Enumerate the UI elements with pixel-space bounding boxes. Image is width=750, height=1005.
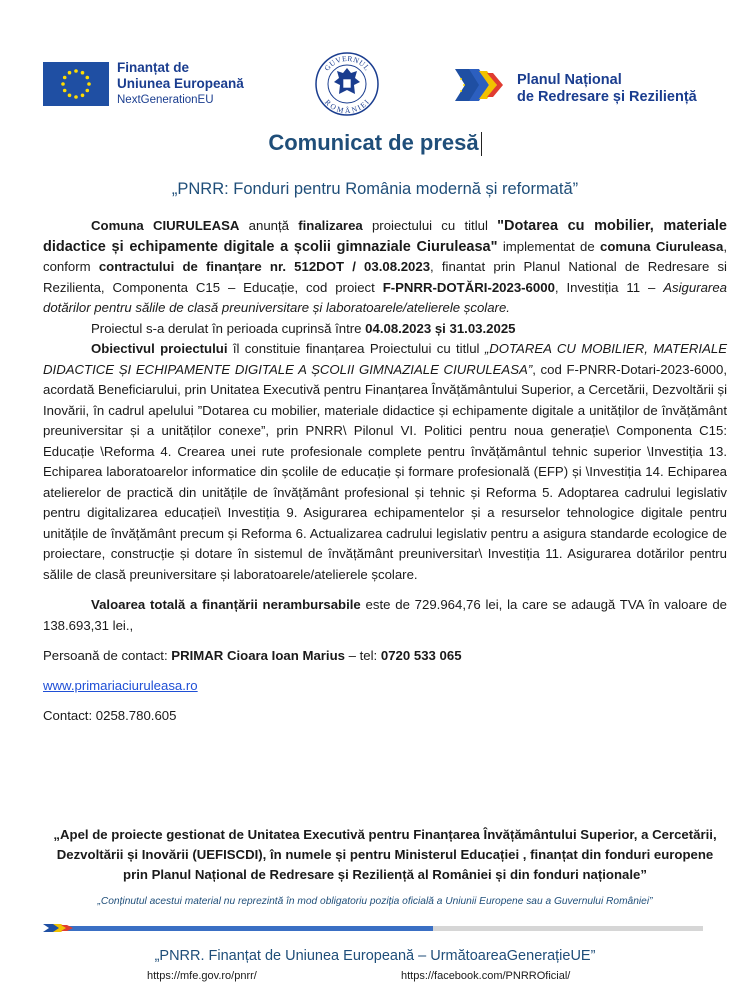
divider-blue-segment (63, 926, 433, 931)
press-release-body (43, 216, 727, 726)
p1-text: implementat de (497, 238, 600, 254)
paragraph-objective (43, 339, 727, 585)
paragraph-value (43, 595, 727, 636)
eu-label-line1: Finanțat de (117, 60, 190, 75)
contact-label: Persoană de contact: (43, 648, 172, 663)
footer-divider-bar (43, 922, 703, 934)
website-line (43, 676, 727, 696)
pnrr-slogan: „PNRR. Finanțat de Uniunea Europeană – UrmătoareaGenerațieUE” (154, 948, 596, 964)
romania-coat-of-arms-icon (315, 52, 379, 116)
project-title-caps: „DOTAREA CU MOBILIER, MATERIALE DIDACTICE ȘI ECHIPAMENTE DIGITALE A ȘCOLII GIMNAZIALE CIURULEASA” (43, 341, 728, 377)
eu-label-line2: Uniunea Europeană (117, 76, 244, 91)
eu-label-line3: NextGenerationEU (117, 94, 214, 106)
eu-flag-icon (43, 62, 109, 106)
p1-text: , Investiția 11 – (554, 279, 664, 295)
contact-name: PRIMAR Cioara Ioan Marius (171, 648, 345, 663)
mfe-url[interactable]: https://mfe.gov.ro/pnrr/ (147, 970, 257, 982)
pnrr-arrow-icon (455, 65, 511, 105)
p1-text: proiectului cu titlul (362, 218, 498, 233)
objective-label: Obiectivul proiectului (91, 341, 228, 356)
pnrr-label-line1: Planul Național (517, 72, 622, 88)
p1-text: , conform (43, 238, 727, 274)
commune-name: Comuna CIURULEASA (91, 218, 240, 233)
disclaimer: „Conținutul acestui material nu reprezintă în mod obligatoriu poziția oficială a Uniunii Europene sau a Guvernului României” (97, 896, 653, 907)
contact-phone-line: Contact: 0258.780.605 (43, 708, 177, 723)
p3-text: , cod F-PNRR-Dotari-2023-6000, acordată Beneficiarului, prin Unitatea Executivă pentru Finanțarea Învățământului Superior, a Cercetării, Dezvoltării și Inovării, în cadrul apelului ”Dotarea cu mobilier, materiale didactice și echipamente digitale a unităților de învățământ preuniversitar și a unităților conexe”, prin PNRR\ Pilonul VI. Politici pentru noua generație\ Componenta C15: Educație \Reforma 4. Crearea unei rute profesionale complete pentru învățământul tehnic superior \Investiția 13. Echiparea laboratoarelor informatice din școlile de educație și formare profesională (EFP) și \Investiția 14. Echiparea atelierelor de practică din unitățile de învățământ profesional și tehnic și Reforma 5. Adoptarea cadrului legislativ pentru digitalizarea educației\ Investiția 9. Asigurarea echipamentelor și a resurselor tehnologice digitale pentru unitățile de învățământ precum și Reforma 6. Actualizarea cadrului legislativ pentru a asigura standarde ecologice de proiectare, construcție și dotare în sistemul de învățământ preuniversitar\ Investiția 11. Asigurarea dotărilor pentru sălile de clasă preuniversitare și laboratoarele/atelierele școlare. (43, 361, 727, 582)
p1-bold: finalizarea (298, 218, 363, 233)
seal-top-text: GUVERNUL (322, 53, 372, 73)
value-text: este de 729.964,76 lei, la care se adaugă TVA în valoare de 138.693,31 lei., (43, 597, 727, 633)
p1-bold: comuna (599, 238, 651, 254)
facebook-url[interactable]: https://facebook.com/PNRROficial/ (401, 970, 571, 982)
funding-call-statement: „Apel de proiecte gestionat de Unitatea Executivă pentru Finanțarea Învățământului Superior, a Cercetării, Dezvoltării și Inovării (UEFISCDI), în numele și pentru Ministerul Educației , finanțat din fonduri europene prin Planul Național de Redresare și Reziliență al României și din fonduri naționale” (53, 827, 717, 882)
pnrr-label-line2: de Redresare și Reziliență (517, 89, 697, 105)
p1-text: anunță (239, 218, 299, 233)
website-link[interactable]: www.primariaciuruleasa.ro (43, 678, 198, 693)
p2-text: Proiectul s-a derulat în perioada cuprinsă între (91, 320, 366, 336)
eu-funding-label (117, 60, 287, 108)
p3-text: îl constituie finanțarea Proiectului cu titlul (227, 341, 485, 356)
pnrr-label (517, 72, 697, 106)
contact-sep: – tel: (344, 648, 381, 663)
project-title: "Dotarea cu mobilier, materiale didactice și echipamente digitale a școlii gimnaziale Ciuruleasa" (43, 218, 727, 255)
seal-bottom-text: ROMÂNIEI (323, 97, 372, 116)
contact-phone: 0720 533 065 (380, 648, 462, 663)
page-title (0, 130, 750, 156)
p1-text: , finantat prin Planul National de Redresare si Rezilienta, Componenta C15 – Educație, cod proiect (43, 259, 727, 295)
text-cursor (481, 132, 482, 156)
page-title-text: Comunicat de presă (268, 130, 479, 155)
value-label: Valoarea totală a finanțării nerambursabile (91, 597, 361, 612)
project-period: 04.08.2023 și 31.03.2025 (365, 320, 516, 336)
contract-number: contractului de finanțare nr. 512DOT / 03.08.2023 (98, 259, 431, 274)
svg-text:ROMÂNIEI (323, 97, 371, 115)
investment-title: Asigurarea dotărilor pentru sălile de clasă preuniversitare și laboratoarele/atelierele școlare. (43, 279, 727, 315)
page-subtitle: „PNRR: Fonduri pentru România modernă și reformată” (171, 180, 579, 198)
divider-grey-segment (433, 926, 703, 931)
contact-person (43, 646, 727, 666)
pnrr-mini-arrow-icon (43, 922, 77, 934)
paragraph-period (43, 319, 727, 340)
p1-bold: Ciuruleasa (655, 238, 724, 254)
paragraph-project-completion (43, 216, 727, 319)
project-code: F-PNRR-DOTĂRI-2023-6000 (382, 279, 555, 295)
